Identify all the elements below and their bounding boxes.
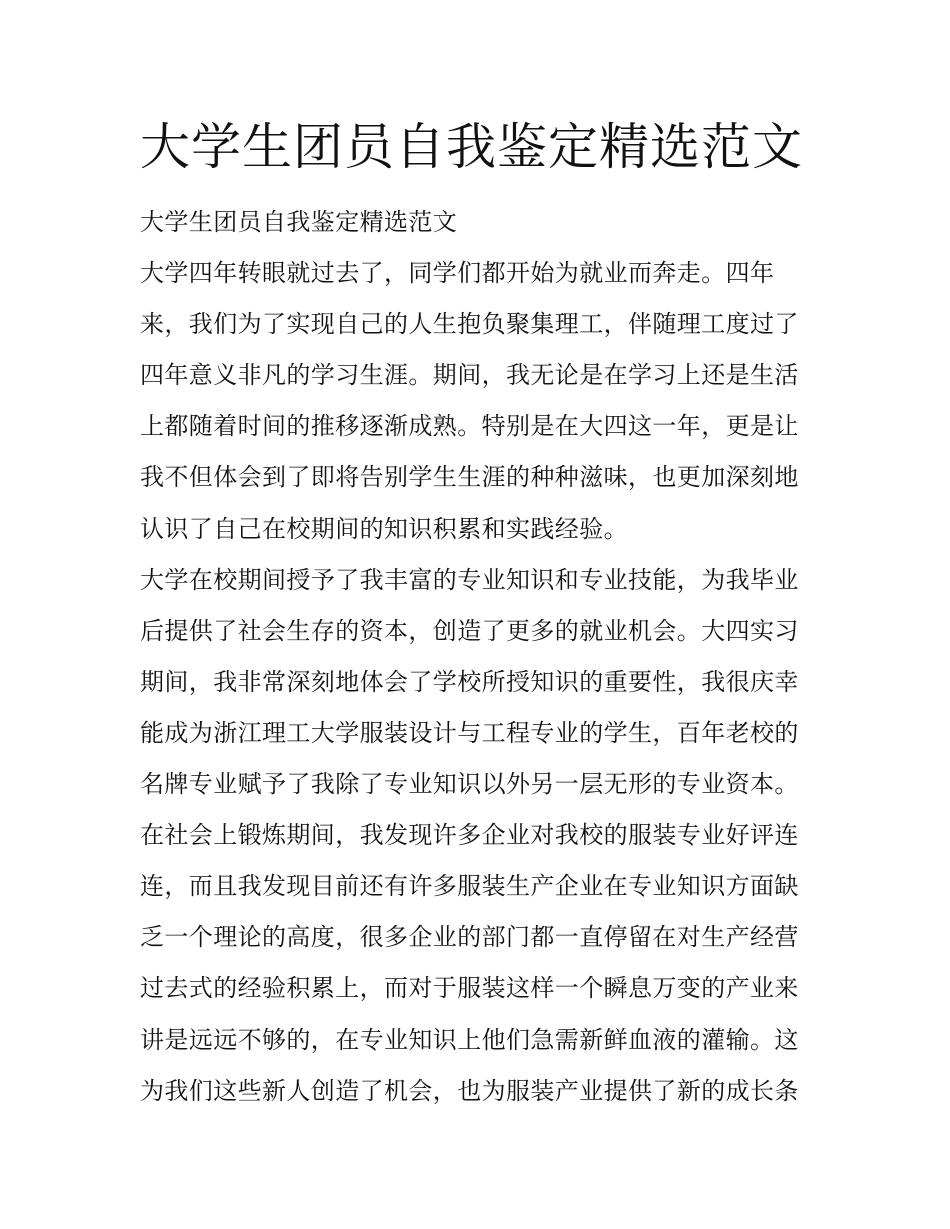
text-line: 我不但体会到了即将告别学生生涯的种种滋味，也更加深刻地 (140, 463, 799, 492)
document-body (140, 197, 820, 1117)
text-line: 认识了自己在校期间的知识积累和实践经验。 (140, 514, 628, 543)
text-line: 后提供了社会生存的资本，创造了更多的就业机会。大四实习 (140, 616, 799, 645)
text-line: 能成为浙江理工大学服装设计与工程专业的学生，百年老校的 (140, 718, 799, 747)
text-line: 连，而且我发现目前还有许多服装生产企业在专业知识方面缺 (140, 872, 799, 901)
text-line: 在社会上锻炼期间，我发现许多企业对我校的服装专业好评连 (140, 821, 799, 850)
text-line: 期间，我非常深刻地体会了学校所授知识的重要性，我很庆幸 (140, 667, 799, 696)
text-line: 讲是远远不够的，在专业知识上他们急需新鲜血液的灌输。这 (140, 1025, 799, 1054)
document-title: 大学生团员自我鉴定精选范文 (140, 118, 803, 176)
text-line: 来，我们为了实现自己的人生抱负聚集理工，伴随理工度过了 (140, 310, 799, 339)
text-line: 过去式的经验积累上，而对于服装这样一个瞬息万变的产业来 (140, 974, 799, 1003)
text-line: 名牌专业赋予了我除了专业知识以外另一层无形的专业资本。 (140, 770, 799, 799)
text-line: 大学四年转眼就过去了，同学们都开始为就业而奔走。四年 (140, 259, 775, 288)
text-line: 大学在校期间授予了我丰富的专业知识和专业技能，为我毕业 (140, 565, 799, 594)
text-line: 乏一个理论的高度，很多企业的部门都一直停留在对生产经营 (140, 923, 799, 952)
subtitle-line: 大学生团员自我鉴定精选范文 (140, 208, 458, 236)
text-line: 四年意义非凡的学习生涯。期间，我无论是在学习上还是生活 (140, 361, 799, 390)
text-line: 上都随着时间的推移逐渐成熟。特别是在大四这一年，更是让 (140, 412, 799, 441)
text-line: 为我们这些新人创造了机会，也为服装产业提供了新的成长条 (140, 1076, 799, 1105)
